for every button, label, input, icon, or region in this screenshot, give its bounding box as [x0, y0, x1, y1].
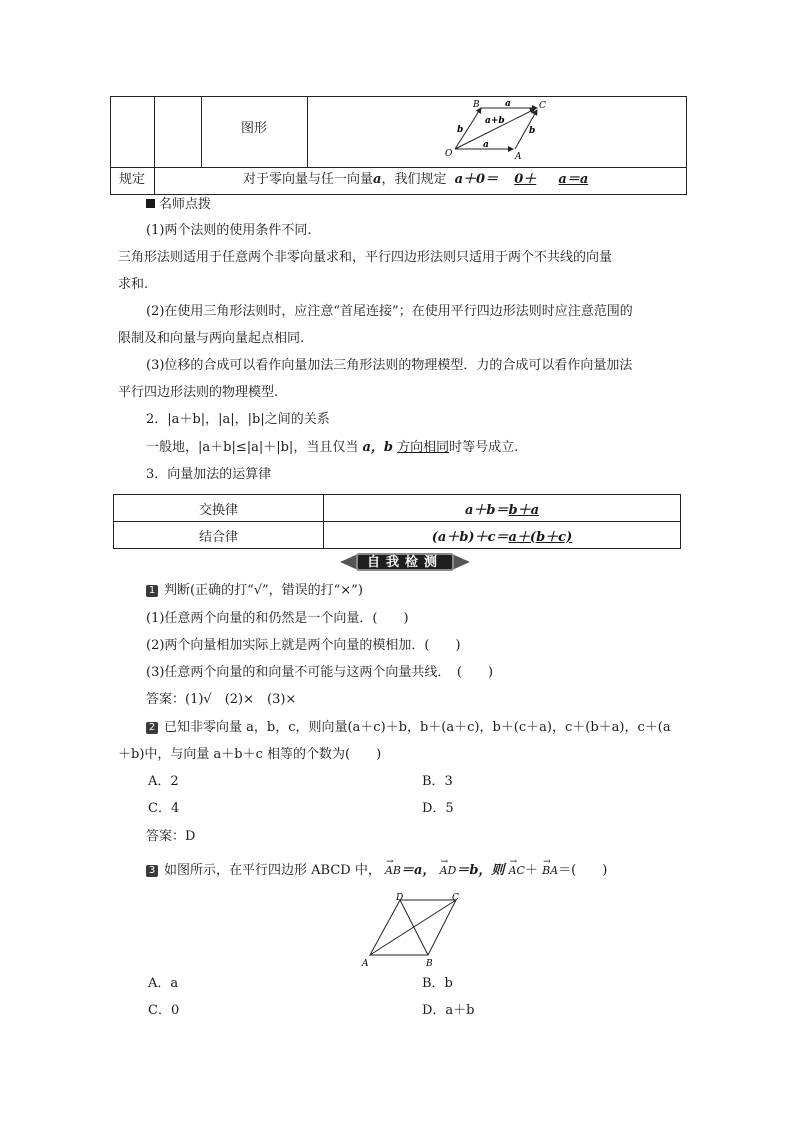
q1-answer: 答案：(1)√ (2)× (3)× — [146, 692, 297, 707]
q2-option-c: C．4 — [148, 801, 180, 816]
law-formula: (a＋b)＋c＝a＋(b＋c) — [324, 522, 681, 549]
q3-option-d: D．a＋b — [422, 1003, 475, 1018]
question-number-badge: 1 — [146, 585, 158, 597]
label-C: C — [452, 893, 459, 903]
tips-p4a: (3)位移的合成可以看作向量加法三角形法则的物理模型．力的合成可以看作向量加法 — [146, 358, 633, 373]
q2-option-b: B．3 — [422, 774, 453, 789]
question-number-badge: 3 — [146, 865, 158, 877]
question-number-badge: 2 — [146, 722, 158, 734]
section3-title: 3．向量加法的运算律 — [146, 467, 272, 482]
tips-p2b: 求和. — [118, 277, 149, 292]
law-name: 结合律 — [114, 522, 324, 549]
vector-BA: → BA — [542, 862, 558, 880]
tips-p3b: 限制及和向量与两向量起点相同. — [118, 331, 305, 346]
label-a-bottom: a — [483, 140, 489, 150]
tips-p2a: 三角形法则适用于任意两个非零向量求和，平行四边形法则只适用于两个不共线的向量 — [118, 250, 613, 265]
table-row — [114, 522, 681, 549]
q3-option-b: B．b — [422, 976, 453, 991]
label-b-left: b — [457, 125, 464, 135]
label-a-top: a — [505, 99, 511, 109]
q1-item-1: (1)任意两个向量的和仍然是一个向量．( ) — [146, 611, 409, 626]
q2-stem-b: ＋b)中，与向量 a＋b＋c 相等的个数为( ) — [118, 747, 382, 762]
figure-label: 图形 — [241, 121, 268, 136]
tips-heading: 名师点拨 — [146, 196, 211, 214]
law-name: 交换律 — [114, 495, 324, 522]
q2-option-d: D．5 — [422, 801, 454, 816]
law-formula: a＋b＝b＋a — [324, 495, 681, 522]
vector-AC: → AC — [509, 862, 525, 880]
q3-stem: 3 如图所示，在平行四边形 ABCD 中， → AB＝a， → AD＝b，则 → AC＋ → BA＝( ) — [146, 862, 607, 880]
q3-option-a: A．a — [148, 976, 179, 991]
q2-stem-a: 2 已知非零向量 a，b，c，则向量(a＋c)＋b，b＋(a＋c)，b＋(c＋a)，c＋(b＋a)，c＋(a — [146, 719, 671, 737]
label-O: O — [445, 149, 453, 159]
q1-stem: 1 判断(正确的打“√”，错误的打“×”) — [146, 582, 363, 600]
label-B: B — [426, 959, 433, 969]
tips-p1: (1)两个法则的使用条件不同. — [146, 223, 312, 238]
parallelogram-abcd-diagram — [360, 892, 470, 972]
section2-title: 2．|a＋b|，|a|，|b|之间的关系 — [146, 412, 330, 427]
tips-p4b: 平行四边形法则的物理模型. — [118, 385, 279, 400]
q2-answer: 答案：D — [146, 829, 196, 844]
label-D: D — [396, 893, 404, 903]
q2-option-a: A．2 — [148, 774, 179, 789]
label-sum: a+b — [485, 116, 505, 126]
label-b-right: b — [529, 126, 536, 136]
laws-table — [113, 494, 681, 549]
vector-AB: → AB — [385, 862, 401, 880]
q3-option-c: C．0 — [148, 1003, 180, 1018]
label-A: A — [362, 959, 369, 969]
label-A: A — [515, 152, 522, 162]
section2-body: 一般地，|a＋b|≤|a|＋|b|，当且仅当 a，b 方向相同时等号成立. — [146, 440, 519, 455]
vector-AD: → AD — [440, 862, 457, 880]
tips-p3a: (2)在使用三角形法则时，应注意“首尾连接”；在使用平行四边形法则时应注意范围的 — [146, 304, 633, 319]
label-B: B — [473, 100, 480, 110]
banner-label: 自我检测 — [356, 553, 454, 571]
rule-text: 对于零向量与任一向量a，我们规定 a＋0＝ 0＋ a＝a — [243, 172, 589, 187]
q1-item-3: (3)任意两个向量的和向量不可能与这两个向量共线． ( ) — [146, 665, 494, 680]
rule-label: 规定 — [119, 172, 146, 187]
table-row — [114, 495, 681, 522]
self-check-banner — [340, 551, 470, 573]
parallelogram-diagram — [431, 99, 561, 165]
label-C: C — [539, 101, 546, 111]
top-table — [110, 96, 687, 195]
q1-item-2: (2)两个向量相加实际上就是两个向量的模相加．( ) — [146, 638, 461, 653]
